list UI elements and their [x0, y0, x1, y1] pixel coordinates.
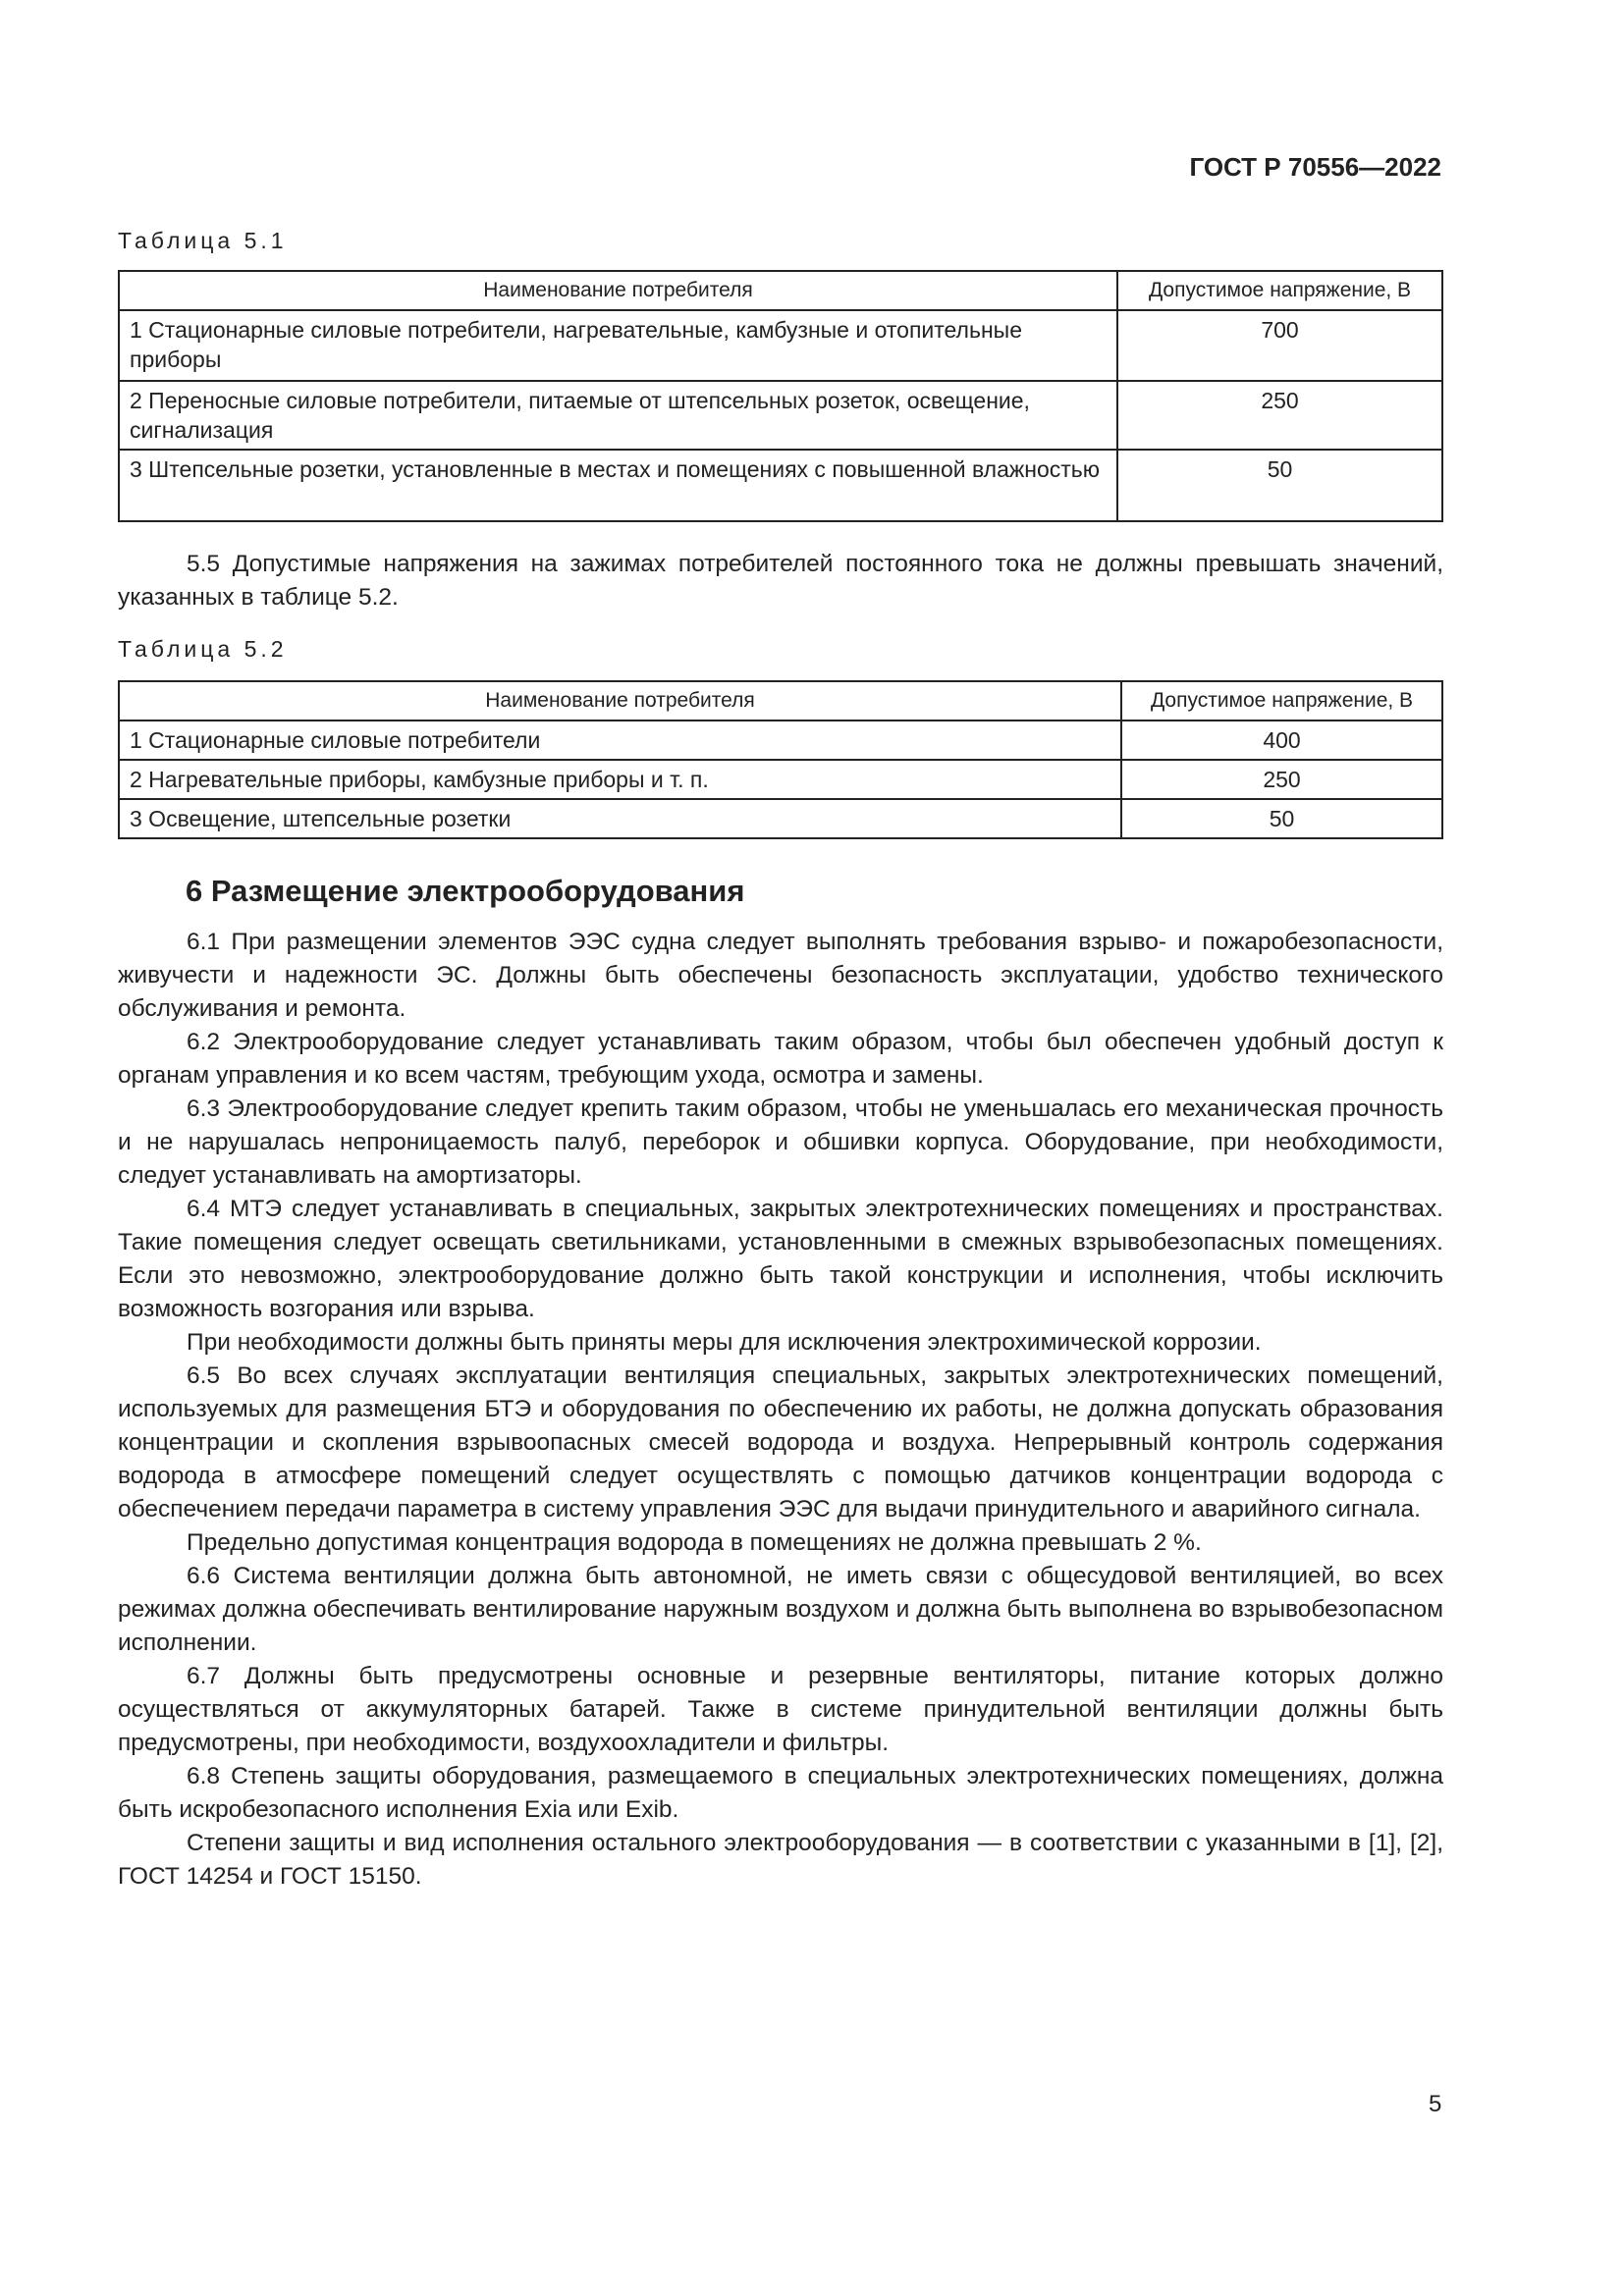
voltage-value: 50	[1117, 450, 1442, 521]
paragraph: Предельно допустимая концентрация водорода в помещениях не должна превышать 2 %.	[187, 1529, 1202, 1556]
paragraph-5-5	[118, 548, 1443, 614]
column-header: Наименование потребителя	[119, 271, 1117, 310]
paragraph-text: 5.5 Допустимые напряжения на зажимах потребителей постоянного тока не должны превышать значений, указанных в таблице 5.2.	[118, 551, 1443, 611]
voltage-value: 700	[1117, 310, 1442, 381]
paragraph: 6.4 МТЭ следует устанавливать в специальных, закрытых электротехнических помещениях и пространствах. Такие помещения следует освещать светильниками, установленными в смежных взрывобезопасных помещениях. Если это невозможно, электрооборудование должно быть такой конструкции и исполнения, чтобы исключить возможность возгорания или взрыва.	[118, 1196, 1443, 1322]
table-5-2	[118, 680, 1443, 839]
voltage-value: 250	[1117, 381, 1442, 450]
consumer-name: 3 Штепсельные розетки, установленные в местах и помещениях с повышенной влажностью	[119, 450, 1117, 521]
table-5-1	[118, 270, 1443, 522]
paragraph: 6.6 Система вентиляции должна быть автономной, не иметь связи с общесудовой вентиляцией, во всех режимах должна обеспечивать вентилирование наружным воздухом и должна быть выполнена во взрывобезопасном исполнении.	[118, 1563, 1443, 1656]
paragraph: Степени защиты и вид исполнения остального электрооборудования — в соответствии с указанными в [1], [2], ГОСТ 14254 и ГОСТ 15150.	[118, 1830, 1443, 1890]
consumer-name: 2 Переносные силовые потребители, питаемые от штепсельных розеток, освещение, сигнализация	[119, 381, 1117, 450]
paragraph: При необходимости должны быть приняты меры для исключения электрохимической коррозии.	[187, 1329, 1262, 1356]
consumer-name: 1 Стационарные силовые потребители	[119, 721, 1121, 760]
paragraph: 6.5 Во всех случаях эксплуатации вентиляция специальных, закрытых электротехнических помещений, используемых для размещения БТЭ и оборудования по обеспечению их работы, не должна допускать образования концентрации и скопления взрывоопасных смесей водорода и воздуха. Непрерывный контроль содержания водорода в атмосфере помещений следует осуществлять с помощью датчиков концентрации водорода с обеспечением передачи параметра в систему управления ЭЭС для выдачи принудительного и аварийного сигнала.	[118, 1362, 1443, 1522]
section-heading: 6 Размещение электрооборудования	[186, 874, 745, 908]
section-6-body	[118, 926, 1443, 1894]
document-header: ГОСТ Р 70556—2022	[1189, 152, 1441, 182]
paragraph: 6.1 При размещении элементов ЭЭС судна следует выполнять требования взрыво- и пожаробезопасности, живучести и надежности ЭС. Должны быть обеспечены безопасность эксплуатации, удобство технического обслуживания и ремонта.	[118, 929, 1443, 1022]
consumer-name: 2 Нагревательные приборы, камбузные приборы и т. п.	[119, 760, 1121, 799]
table-row	[119, 799, 1442, 838]
voltage-value: 250	[1121, 760, 1442, 799]
voltage-value: 400	[1121, 721, 1442, 760]
table-5-1-caption: Таблица 5.1	[118, 228, 288, 253]
table-5-2-caption: Таблица 5.2	[118, 636, 288, 662]
table-row	[119, 721, 1442, 760]
column-header: Допустимое напряжение, В	[1117, 271, 1442, 310]
table-row	[119, 760, 1442, 799]
table-row	[119, 450, 1442, 521]
paragraph: 6.2 Электрооборудование следует устанавливать таким образом, чтобы был обеспечен удобный доступ к органам управления и ко всем частям, требующим ухода, осмотра и замены.	[118, 1029, 1443, 1089]
paragraph: 6.3 Электрооборудование следует крепить таким образом, чтобы не уменьшалась его механическая прочность и не нарушалась непроницаемость палуб, переборок и обшивки корпуса. Оборудование, при необходимости, следует устанавливать на амортизаторы.	[118, 1095, 1443, 1189]
consumer-name: 1 Стационарные силовые потребители, нагревательные, камбузные и отопительные приборы	[119, 310, 1117, 381]
column-header: Допустимое напряжение, В	[1121, 681, 1442, 721]
paragraph: 6.8 Степень защиты оборудования, размещаемого в специальных электротехнических помещениях, должна быть искробезопасного исполнения Exia или Exib.	[118, 1763, 1443, 1823]
table-row	[119, 310, 1442, 381]
page-number: 5	[1429, 2091, 1442, 2117]
voltage-value: 50	[1121, 799, 1442, 838]
consumer-name: 3 Освещение, штепсельные розетки	[119, 799, 1121, 838]
column-header: Наименование потребителя	[119, 681, 1121, 721]
table-row	[119, 381, 1442, 450]
paragraph: 6.7 Должны быть предусмотрены основные и резервные вентиляторы, питание которых должно осуществляться от аккумуляторных батарей. Также в системе принудительной вентиляции должны быть предусмотрены, при необходимости, воздухоохладители и фильтры.	[118, 1663, 1443, 1756]
